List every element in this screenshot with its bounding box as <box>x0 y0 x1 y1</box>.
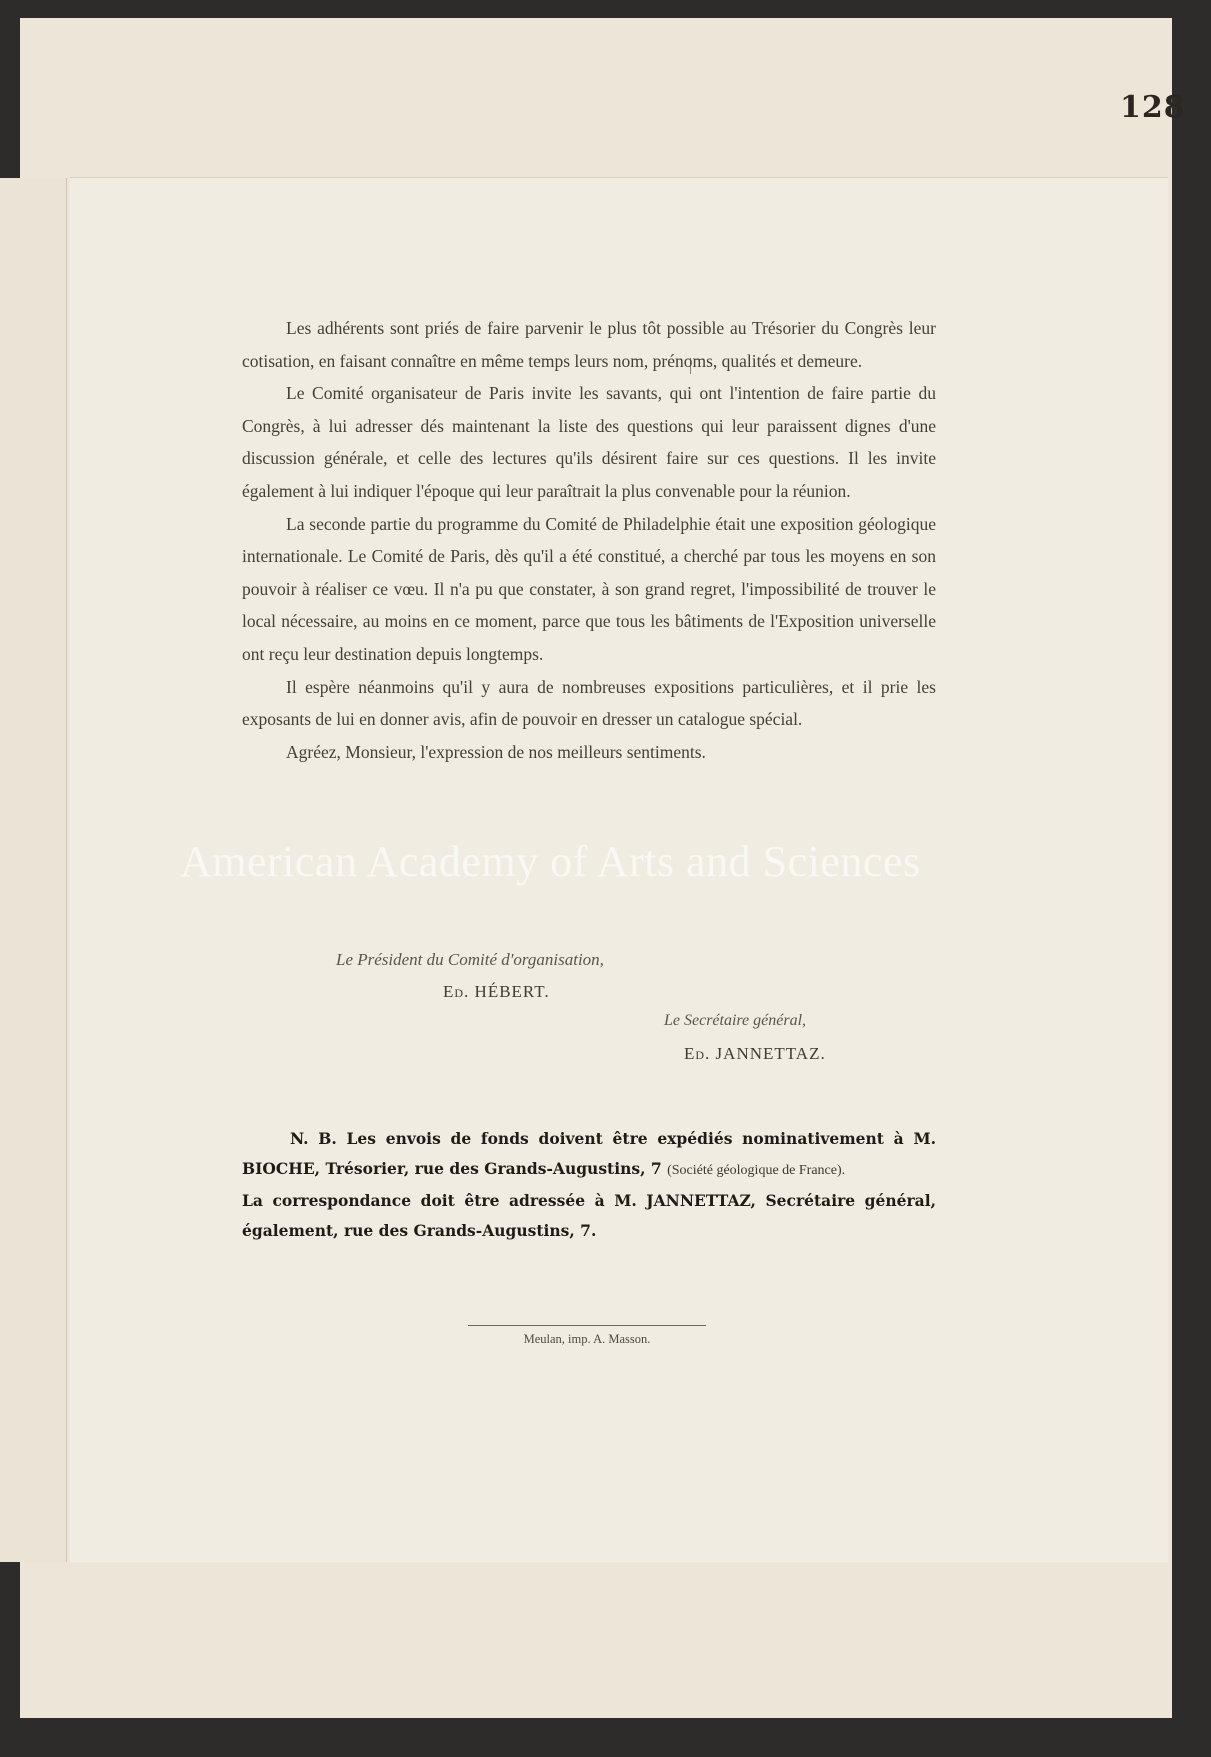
notice-funds: N. B. Les envois de fonds doivent être expédiés nominativement à M. BIOCHE, Trésorier, rue des Grands-Augustins, 7 <box>242 1129 936 1178</box>
notice-funds-note: (Société géologique de France). <box>667 1163 846 1178</box>
paragraph-salutation: Agréez, Monsieur, l'expression de nos meilleurs sentiments. <box>286 741 706 762</box>
letter-body <box>242 312 936 768</box>
paragraph-expositions-particulieres: Il espère néanmoins qu'il y aura de nombreuses expositions particulières, et il prie les exposants de lui en donner avis, afin de pouvoir en dresser un catalogue spécial. <box>242 676 936 730</box>
secretary-title: Le Secrétaire général, <box>664 1012 807 1029</box>
notice-correspondence: La correspondance doit être adressée à M. JANNETTAZ, Secrétaire général, également, rue des Grands-Augustins, 7. <box>242 1191 936 1240</box>
paragraph-exposition: La seconde partie du programme du Comité de Philadelphie était une exposition géologique internationale. Le Comité de Paris, dès qu'il a été constitué, a cherché par tous les moyens en son pouvoir à réaliser ce vœu. Il n'a pu que constater, à son grand regret, l'impossibilité de trouver le local nécessaire, au moins en ce moment, parce que tous les bâtiments de l'Exposition universelle ont reçu leur destination depuis longtemps. <box>242 513 936 664</box>
president-title: Le Président du Comité d'organisation, <box>336 950 604 969</box>
page-number: 128 <box>1120 90 1186 125</box>
secretary-name: Ed. JANNETTAZ. <box>684 1044 826 1063</box>
watermark: American Academy of Arts and Sciences <box>180 837 921 886</box>
president-name: Ed. HÉBERT. <box>443 982 550 1001</box>
imprint-divider <box>468 1325 706 1326</box>
paragraph-comite-organisateur: Le Comité organisateur de Paris invite les savants, qui ont l'intention de faire partie du Congrès, à lui adresser dés maintenant la liste des questions qui leur paraissent dignes d'une discussion générale, et celle des lectures qu'ils désirent faire sur ces questions. Il les invite également à lui indiquer l'époque qui leur paraîtrait la plus convenable pour la réunion. <box>242 383 936 501</box>
printer-imprint: Meulan, imp. A. Masson. <box>523 1332 651 1346</box>
paragraph-cotisation: Les adhérents sont priés de faire parvenir le plus tôt possible au Trésorier du Congrès leur cotisation, en faisant connaître en même temps leurs nom, prénoms, qualités et demeure. <box>242 318 936 371</box>
notice-block <box>242 1124 936 1246</box>
left-page-edge <box>0 178 67 1562</box>
